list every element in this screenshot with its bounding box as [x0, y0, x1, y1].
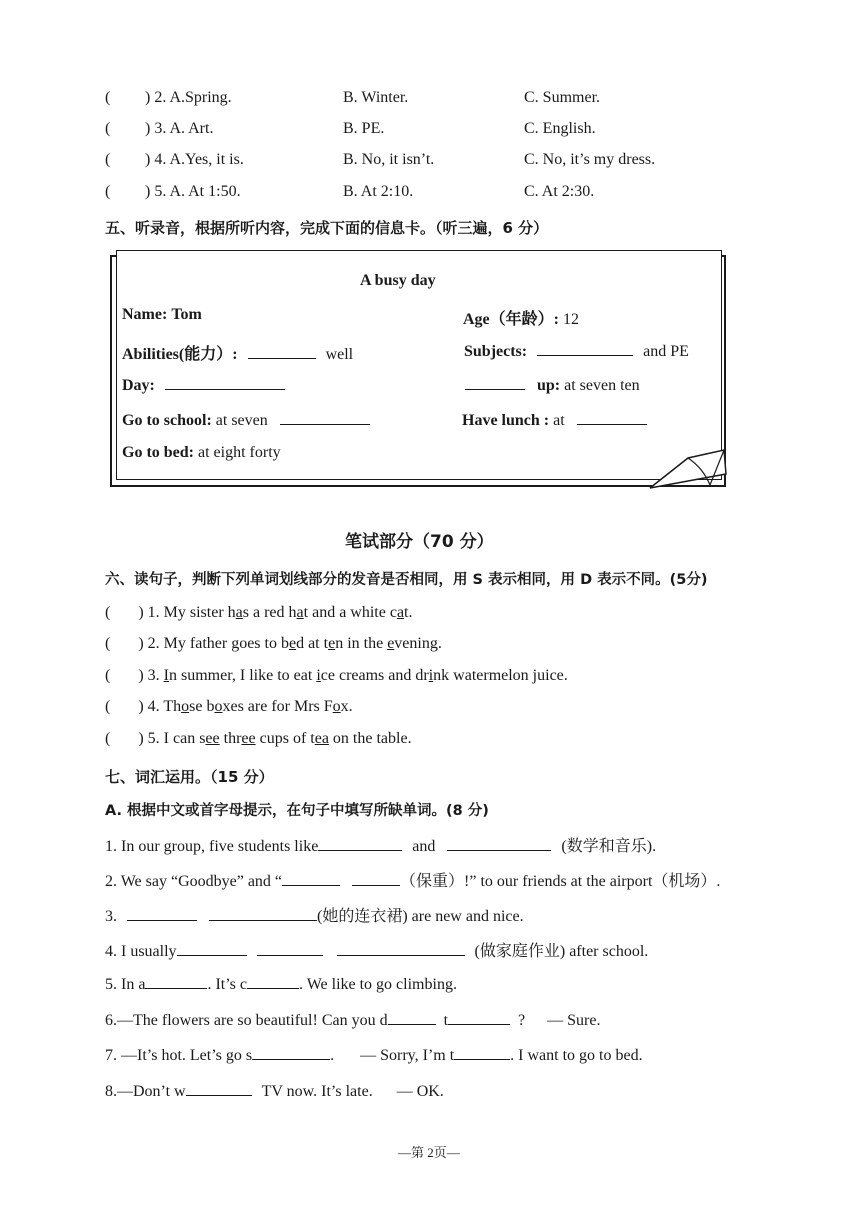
answer-blank[interactable]: [318, 836, 402, 851]
question-text: 6.—The flowers are so beautiful! Can you d: [105, 1012, 388, 1029]
subjects-label: Subjects:: [464, 343, 528, 360]
day-blank[interactable]: [165, 375, 285, 390]
question-text: .: [330, 1047, 335, 1064]
underlined-part: e: [328, 635, 336, 652]
age-row: [463, 306, 579, 329]
sentence-text: thr: [219, 730, 242, 747]
answer-paren[interactable]: (: [105, 604, 111, 621]
question-3: [105, 903, 524, 926]
sentence-text: n in the: [335, 635, 388, 652]
question-text: 5. In a: [105, 976, 146, 993]
underlined-part: o: [332, 698, 341, 715]
written-part-title: 笔试部分（70 分）: [345, 532, 494, 552]
section-7a-instruction: A. 根据中文或首字母提示，在句子中填写所缺单词。(8 分): [105, 803, 489, 819]
answer-blank[interactable]: [448, 1010, 510, 1025]
section-5-title: 五、听录音，根据所听内容，完成下面的信息卡。（听三遍，6 分）: [105, 219, 549, 237]
answer-blank[interactable]: [145, 974, 207, 989]
sentence-text: ce creams and dr: [320, 667, 429, 684]
bed-value: at eight forty: [198, 444, 281, 461]
bed-row: [122, 444, 281, 462]
lunch-value: at: [553, 412, 565, 429]
option-a: ) 5. A. At 1:50.: [145, 183, 241, 200]
page-curl-icon: [648, 440, 728, 490]
answer-blank[interactable]: [352, 871, 400, 886]
sentence-text: s a red h: [242, 604, 297, 621]
abilities-blank[interactable]: [248, 344, 316, 359]
underlined-part: i: [428, 667, 434, 684]
answer-blank[interactable]: [257, 941, 323, 956]
up-row: [465, 375, 640, 395]
lunch-blank[interactable]: [577, 410, 647, 425]
sentence-text: ) 1. My sister h: [138, 604, 236, 621]
answer-blank[interactable]: [388, 1010, 436, 1025]
sentence-text: ) 5. I can s: [138, 730, 206, 747]
underlined-part: I: [163, 667, 169, 684]
answer-paren[interactable]: (: [105, 151, 111, 168]
question-text: t: [443, 1012, 449, 1029]
name-value: Tom: [171, 306, 202, 323]
question-text: TV now. It’s late.: [261, 1083, 373, 1100]
list-item: [105, 730, 412, 748]
question-2: [105, 868, 720, 891]
answer-blank[interactable]: [247, 974, 299, 989]
answer-blank[interactable]: [282, 871, 340, 886]
school-label: Go to school:: [122, 412, 212, 429]
question-text: 3.: [105, 908, 117, 925]
list-item: [105, 667, 568, 685]
name-label: Name:: [122, 306, 168, 323]
question-text: （保重）!” to our friends at the airport（机场）.: [400, 873, 721, 890]
subjects-suffix: and PE: [643, 343, 689, 360]
answer-blank[interactable]: [127, 906, 197, 921]
option-a: ) 3. A. Art.: [145, 120, 214, 137]
sentence-text: ) 3.: [138, 667, 164, 684]
day-row: [122, 375, 285, 395]
sentence-text: t and a white c: [303, 604, 397, 621]
option-c: C. English.: [524, 120, 596, 137]
school-value: at seven: [215, 412, 268, 429]
abilities-suffix: well: [325, 346, 354, 363]
up-label: up:: [537, 377, 561, 394]
sentence-text: xes are for Mrs F: [222, 698, 333, 715]
question-text: 2. We say “Goodbye” and “: [105, 873, 283, 890]
abilities-label: Abilities(能力）:: [122, 346, 238, 363]
question-text: and: [412, 838, 436, 855]
underlined-part: a: [396, 604, 405, 621]
answer-paren[interactable]: (: [105, 183, 111, 200]
question-4: [105, 938, 648, 961]
question-text: 8.—Don’t w: [105, 1083, 186, 1100]
question-1: [105, 833, 656, 856]
lunch-row: [462, 410, 647, 430]
up-value: at seven ten: [564, 377, 640, 394]
answer-paren[interactable]: (: [105, 635, 111, 652]
sentence-text: ) 4. Th: [138, 698, 182, 715]
option-c: C. Summer.: [524, 89, 601, 106]
question-text: — Sorry, I’m t: [360, 1047, 455, 1064]
age-label: Age（年龄）:: [463, 311, 559, 328]
sentence-text: n summer, I like to eat: [168, 667, 317, 684]
question-text: (她的连衣裙) are new and nice.: [317, 908, 524, 925]
age-value: 12: [563, 311, 579, 328]
sentence-text: ) 2. My father goes to b: [138, 635, 289, 652]
answer-paren[interactable]: (: [105, 120, 111, 137]
list-item: [105, 635, 442, 653]
underlined-part: a: [235, 604, 243, 621]
card-heading: A busy day: [360, 272, 436, 289]
question-text: — Sure.: [547, 1012, 601, 1029]
underlined-part: ee: [205, 730, 220, 747]
question-text: ?: [518, 1012, 526, 1029]
question-text: 4. I usually: [105, 943, 177, 960]
lunch-label: Have lunch :: [462, 412, 550, 429]
underlined-part: ea: [314, 730, 329, 747]
underlined-part: a: [296, 604, 304, 621]
answer-paren[interactable]: (: [105, 667, 111, 684]
question-text: 1. In our group, five students like: [105, 838, 319, 855]
sentence-text: cups of t: [255, 730, 315, 747]
sentence-text: d at t: [296, 635, 329, 652]
answer-blank[interactable]: [447, 836, 551, 851]
sentence-text: vening.: [394, 635, 442, 652]
answer-blank[interactable]: [337, 941, 465, 956]
underlined-part: e: [387, 635, 395, 652]
question-text: (数学和音乐).: [561, 838, 657, 855]
sentence-text: nk watermelon juice.: [433, 667, 568, 684]
subjects-blank[interactable]: [537, 341, 633, 356]
sentence-text: on the table.: [328, 730, 412, 747]
option-c: C. At 2:30.: [524, 183, 595, 200]
page-number: —第 2页—: [398, 1145, 460, 1160]
bed-label: Go to bed:: [122, 444, 194, 461]
question-text: . I want to go to bed.: [510, 1047, 643, 1064]
question-8: [105, 1081, 444, 1101]
option-a: ) 4. A.Yes, it is.: [145, 151, 244, 168]
abilities-row: [122, 341, 353, 364]
option-b: B. At 2:10.: [343, 183, 414, 200]
question-text: (做家庭作业) after school.: [474, 943, 649, 960]
sentence-text: t.: [404, 604, 413, 621]
answer-paren[interactable]: (: [105, 89, 111, 106]
sentence-text: x.: [340, 698, 353, 715]
question-text: 7. —It’s hot. Let’s go s: [105, 1047, 253, 1064]
school-row: [122, 410, 370, 430]
answer-paren[interactable]: (: [105, 730, 111, 747]
answer-blank[interactable]: [454, 1045, 510, 1060]
underlined-part: ee: [241, 730, 256, 747]
question-5: [105, 974, 457, 994]
day-label: Day:: [122, 377, 155, 394]
section-6-title: 六、读句子，判断下列单词划线部分的发音是否相同，用 S 表示相同，用 D 表示不同。(5分): [105, 572, 708, 588]
underlined-part: i: [316, 667, 321, 684]
answer-blank[interactable]: [186, 1081, 252, 1096]
underlined-part: o: [214, 698, 223, 715]
question-7: [105, 1045, 643, 1065]
question-text: . It’s c: [207, 976, 247, 993]
option-b: B. No, it isn’t.: [343, 151, 435, 168]
option-c: C. No, it’s my dress.: [524, 151, 656, 168]
list-item: [105, 698, 353, 716]
question-text: . We like to go climbing.: [298, 976, 457, 993]
answer-blank[interactable]: [252, 1045, 330, 1060]
answer-paren[interactable]: (: [105, 698, 111, 715]
answer-blank[interactable]: [209, 906, 317, 921]
answer-blank[interactable]: [177, 941, 247, 956]
underlined-part: e: [288, 635, 297, 652]
sentence-text: se b: [189, 698, 215, 715]
option-b: B. PE.: [343, 120, 385, 137]
section-7-title: 七、词汇运用。（15 分）: [105, 768, 274, 786]
school-blank[interactable]: [280, 410, 370, 425]
list-item: [105, 604, 413, 622]
option-b: B. Winter.: [343, 89, 409, 106]
underlined-part: o: [181, 698, 190, 715]
question-6: [105, 1010, 600, 1030]
option-a: ) 2. A.Spring.: [145, 89, 232, 106]
name-row: [122, 306, 202, 324]
subjects-row: [464, 341, 689, 361]
up-blank[interactable]: [465, 375, 525, 390]
question-text: — OK.: [396, 1083, 444, 1100]
